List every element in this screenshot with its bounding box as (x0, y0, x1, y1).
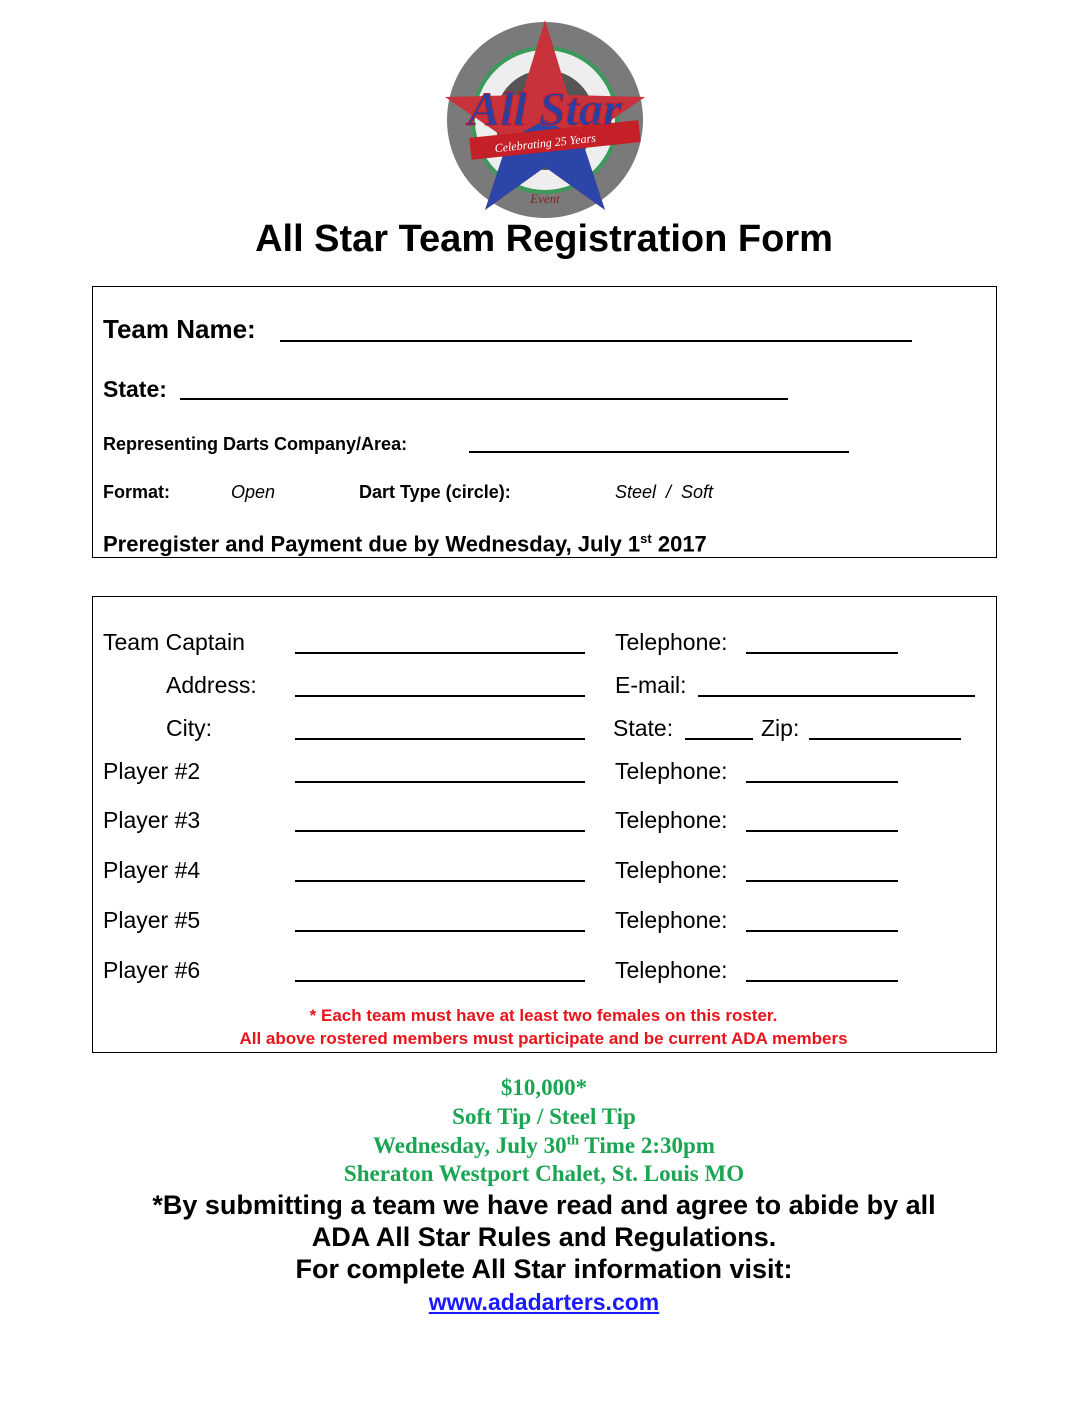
page-title: All Star Team Registration Form (255, 218, 833, 260)
format-value: Open (231, 482, 276, 502)
roster-box (92, 596, 997, 1053)
player-telephone-label: Telephone: (615, 907, 728, 933)
event-date-sup: th (566, 1133, 580, 1149)
event-date-suffix: Time 2:30pm (579, 1133, 715, 1158)
player-telephone-field[interactable] (746, 930, 898, 932)
deadline-suffix: 2017 (651, 531, 707, 557)
state-label: State: (103, 376, 167, 402)
captain-label: Team Captain (103, 629, 245, 655)
dart-type-label: Dart Type (circle): (359, 482, 511, 502)
zip-field[interactable] (809, 738, 961, 740)
captain-name-field[interactable] (295, 652, 585, 654)
zip-label: Zip: (761, 715, 800, 741)
state-field[interactable] (180, 398, 788, 400)
team-name-field[interactable] (280, 340, 912, 342)
agreement-line-2: ADA All Star Rules and Regulations. (311, 1222, 777, 1252)
format-label: Format: (103, 482, 170, 502)
player-name-field[interactable] (295, 781, 585, 783)
player-name-field[interactable] (295, 980, 585, 982)
event-prize: $10,000* (500, 1075, 588, 1100)
event-date (0, 1133, 1088, 1159)
captain-telephone-field[interactable] (746, 652, 898, 654)
event-date-prefix: Wednesday, July 30 (373, 1133, 567, 1158)
player-name-field[interactable] (295, 880, 585, 882)
player-telephone-label: Telephone: (615, 758, 728, 784)
address-field[interactable] (295, 695, 585, 697)
logo-subtitle-text: Event (530, 191, 560, 206)
logo-title-text: All Star (468, 83, 622, 136)
captain-state-label: State: (613, 715, 674, 741)
player-label: Player #3 (103, 807, 201, 833)
dart-type-options[interactable]: Steel / Soft (615, 482, 714, 502)
all-star-logo (440, 15, 660, 220)
captain-state-field[interactable] (685, 738, 753, 740)
player-telephone-field[interactable] (746, 830, 898, 832)
logo-banner-text: Celebrating 25 Years (493, 130, 597, 156)
roster-note-members: All above rostered members must participate and be current ADA members (239, 1029, 848, 1048)
captain-telephone-label: Telephone: (615, 629, 728, 655)
agreement-line-1: *By submitting a team we have read and agree to abide by all (152, 1190, 936, 1220)
player-telephone-field[interactable] (746, 781, 898, 783)
city-field[interactable] (295, 738, 585, 740)
agreement-line-3: For complete All Star information visit: (295, 1254, 793, 1284)
deadline-text (103, 531, 707, 557)
player-label: Player #4 (103, 857, 201, 883)
event-type: Soft Tip / Steel Tip (452, 1104, 636, 1129)
website-link[interactable]: www.adadarters.com (428, 1289, 660, 1315)
player-telephone-field[interactable] (746, 880, 898, 882)
player-telephone-field[interactable] (746, 980, 898, 982)
player-name-field[interactable] (295, 930, 585, 932)
player-telephone-label: Telephone: (615, 957, 728, 983)
player-telephone-label: Telephone: (615, 857, 728, 883)
deadline-sup: st (640, 531, 652, 546)
city-label: City: (166, 715, 212, 741)
player-label: Player #6 (103, 957, 201, 983)
email-field[interactable] (698, 695, 975, 697)
player-telephone-label: Telephone: (615, 807, 728, 833)
player-name-field[interactable] (295, 830, 585, 832)
email-label: E-mail: (615, 672, 687, 698)
player-label: Player #5 (103, 907, 201, 933)
player-label: Player #2 (103, 758, 201, 784)
deadline-prefix: Preregister and Payment due by Wednesday, July 1 (103, 531, 641, 557)
representing-label: Representing Darts Company/Area: (103, 434, 408, 454)
address-label: Address: (166, 672, 257, 698)
event-venue: Sheraton Westport Chalet, St. Louis MO (343, 1161, 745, 1186)
roster-note-females: * Each team must have at least two females on this roster. (309, 1006, 778, 1025)
team-name-label: Team Name: (103, 314, 256, 344)
representing-field[interactable] (469, 451, 849, 453)
